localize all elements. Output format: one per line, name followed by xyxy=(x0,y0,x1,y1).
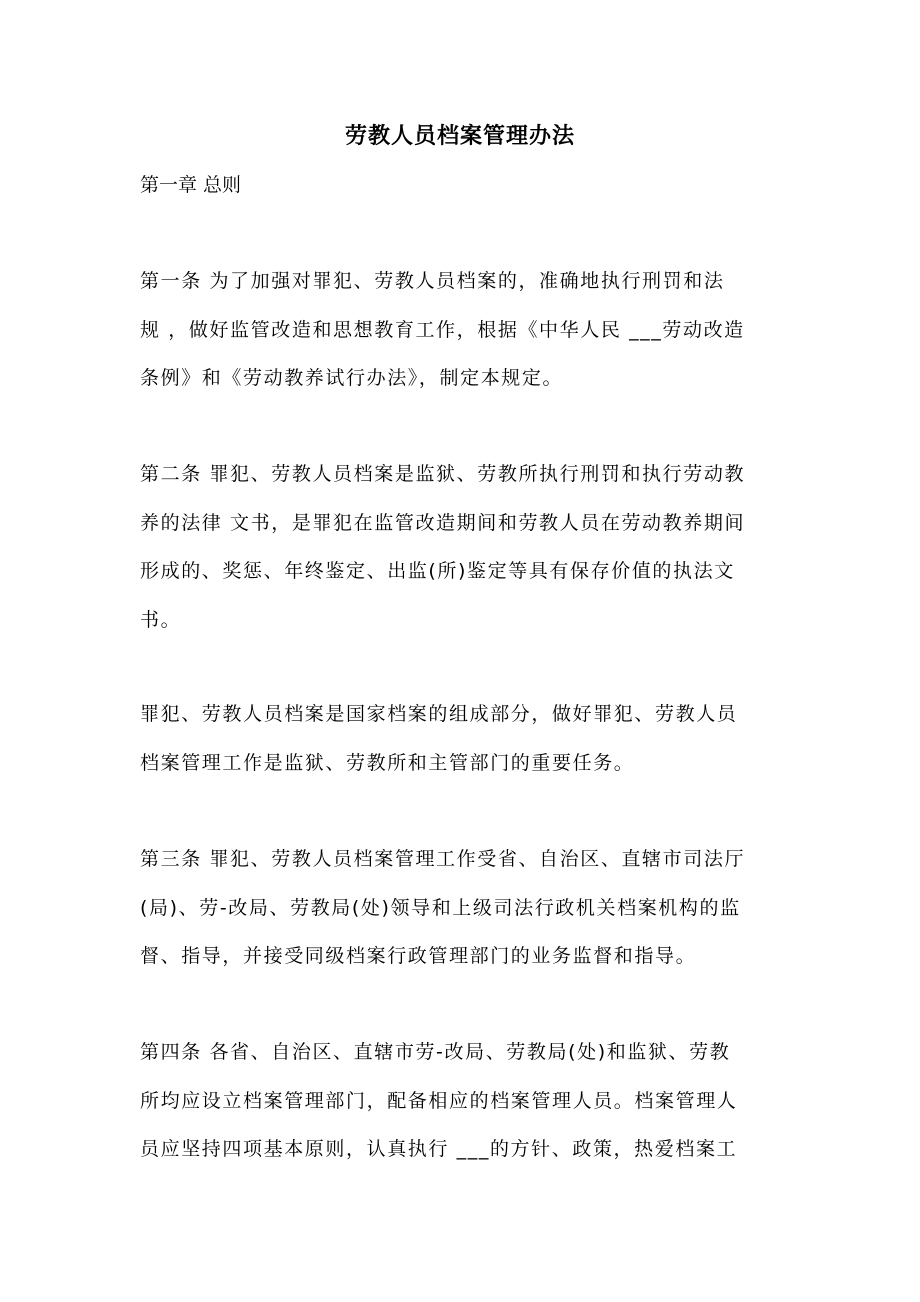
paragraph-line: 所均应设立档案管理部门，配备相应的档案管理人员。档案管理人 xyxy=(140,1089,738,1112)
article-3-paragraph xyxy=(140,835,785,981)
document-title: 劳教人员档案管理办法 xyxy=(344,123,575,149)
paragraph-line: 第四条 各省、自治区、直辖市劳-改局、劳教局(处)和监狱、劳教 xyxy=(140,1041,731,1063)
paragraph-line: 员应坚持四项基本原则，认真执行 ___的方针、政策，热爱档案工 xyxy=(140,1138,738,1160)
paragraph-line: 养的法律 文书，是罪犯在监管改造期间和劳教人员在劳动教养期间 xyxy=(140,511,746,534)
paragraph-line: 档案管理工作是监狱、劳教所和主管部门的重要任务。 xyxy=(140,751,635,774)
paragraph-line: 第二条 罪犯、劳教人员档案是监狱、劳教所执行刑罚和执行劳动教 xyxy=(140,463,746,485)
paragraph-line: 第三条 罪犯、劳教人员档案管理工作受省、自治区、直辖市司法厅 xyxy=(140,848,746,870)
paragraph-line: 条例》和《劳动教养试行办法》，制定本规定。 xyxy=(140,367,564,389)
article-2-paragraph xyxy=(140,450,785,644)
chapter-heading: 第一章 总则 xyxy=(140,174,242,196)
paragraph-line: 规 ，做好监管改造和思想教育工作，根据《中华人民 ___劳动改造 xyxy=(140,318,745,341)
paragraph-line: 督、指导，并接受同级档案行政管理部门的业务监督和指导。 xyxy=(140,945,697,967)
archive-importance-paragraph xyxy=(140,690,785,787)
paragraph-line: (局)、劳-改局、劳教局(处)领导和上级司法行政机关档案机构的监 xyxy=(140,896,741,919)
paragraph-line: 书。 xyxy=(140,608,182,631)
article-1-paragraph xyxy=(140,257,785,403)
paragraph-line: 第一条 为了加强对罪犯、劳教人员档案的，准确地执行刑罚和法 xyxy=(140,270,725,292)
paragraph-line: 罪犯、劳教人员档案是国家档案的组成部分，做好罪犯、劳教人员 xyxy=(140,703,738,725)
paragraph-line: 形成的、奖惩、年终鉴定、出监(所)鉴定等具有保存价值的执法文 xyxy=(140,560,735,582)
article-4-paragraph xyxy=(140,1028,785,1174)
